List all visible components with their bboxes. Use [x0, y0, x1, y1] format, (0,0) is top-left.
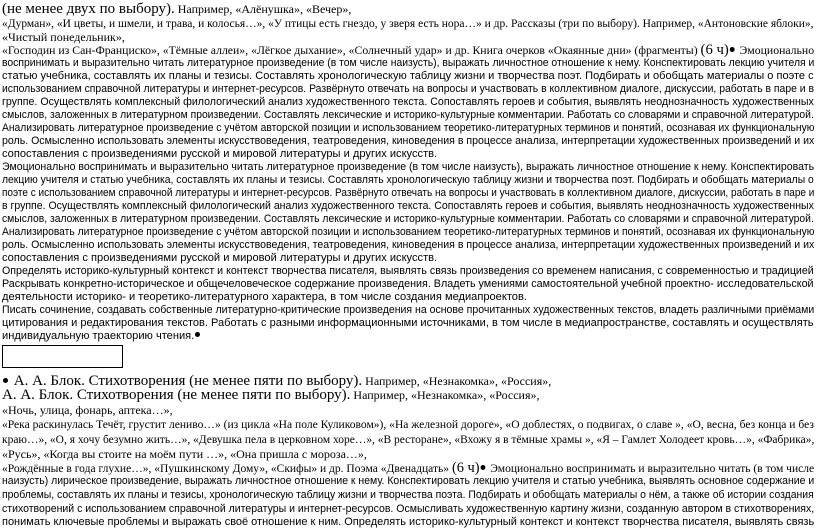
text-run: «Русь», «Когда вы стоите на моём пути …», «Она пришла с мороза…», [2, 447, 367, 461]
text-run: роль. Осмысленно использовать элементы искусствоведения, театроведения, киноведения в процессе анализа, интерпретации художественных произведений и их [2, 239, 815, 251]
text-line [2, 43, 814, 58]
text-run: «Господин из Сан-Франциско», «Тёмные аллеи», «Лёгкое дыхание», «Солнечный удар» и др. Книга очерков «Окаянные дни» (фрагменты) [2, 43, 701, 57]
text-line [2, 122, 814, 134]
text-line [2, 291, 527, 303]
text-run: статью учебника, составлять их планы и тезисы. Составлять хронологическую таблицу жизни и творчества поэт. Подбирать и обобщать материалы о поэте с [2, 70, 814, 82]
text-run: (6 ч) [700, 42, 729, 58]
text-line [2, 57, 814, 69]
text-run: использованием справочной литературы и интернет-ресурсов. Развёрнуто отвечать на вопросы и участвовать в коллективном диалоге, дискуссии, работать в паре и в [2, 83, 814, 95]
text-run: поэте с использованием справочной литературы и интернет-ресурсов. Развёрнуто отвечать на вопросы и участвовать в коллективном диалоге, дискуссии, работать в паре и [2, 187, 815, 199]
text-run: Например, «Незнакомка», «Россия», [362, 374, 552, 388]
text-line [2, 109, 814, 121]
text-run: Эмоционально воспринимать и выразительно читать литературное произведение (в том числе наизусть), выражать личностное отношение к нему. Конспектировать [2, 161, 815, 173]
text-run: смыслов, заложенных в литературном произведении. Составлять лексические и историко-культурные комментарии. Работать со словарями и справочной литературой. [2, 213, 814, 225]
text-line [2, 17, 814, 29]
text-run: наизусть) лирическое произведение, выражать личностное отношение к нему. Конспектировать лекцию учителя и статью учебника, выявлять основное содержание и [2, 475, 815, 487]
text-run: Писать сочинение, создавать собственные литературно-критические произведения на основе прочитанных художественных текстов, владеть различными приёмами [2, 304, 815, 316]
empty-table-cell [2, 345, 123, 368]
text-run: Эмоционально воспринимать и выразительно читать (в том числе [487, 461, 815, 475]
text-run: Анализировать литературное произведение с учётом авторской позиции и использованием теоретико-литературных терминов и понятий, осознавая их функциональную [2, 226, 815, 238]
text-run: (6 ч) [451, 460, 480, 476]
text-run: деятельности историко- и теоретико-литературного характера, в том числе создания медиапроектов. [2, 291, 527, 303]
text-line [2, 174, 814, 186]
text-line [2, 330, 202, 342]
text-run: лекцию учителя и статью учебника, составлять их планы и тезисы. Составлять хронологическую таблицу жизни и творчества поэт. Подбирать и обобщать материалы о [2, 174, 814, 186]
text-run: смыслов, заложенных в литературном произведении. Составлять лексические и историко-культурные комментарии. Работать со словарями и справочной литературой. [2, 109, 814, 121]
text-run: А. А. Блок. Стихотворения (не менее пяти по выбору). [2, 387, 351, 403]
text-line [2, 96, 814, 108]
text-line [2, 226, 814, 238]
text-run: воспринимать и выразительно читать литературное произведение (в том числе наизусть), выражать личностное отношение к нему. Конспектировать лекцию учителя и [2, 57, 815, 69]
text-line [2, 265, 814, 277]
text-line [2, 161, 814, 173]
text-run: цитирования и редактирования текстов. Работать с разными информационными источниками, в том числе в медиапространстве, составлять и осуществлять [2, 317, 814, 329]
text-line [2, 433, 814, 445]
text-line [2, 461, 814, 476]
text-run: понимать ключевые проблемы и выражать своё отношение к ним. Определять историко-культурный контекст и контекст творчества писателя, выявлять связь [2, 516, 815, 528]
text-run: сопоставления с произведениями русской и мировой литературы и других искусств. [2, 252, 438, 264]
text-run: Анализировать литературное произведение с учётом авторской позиции и использованием теоретико-литературных терминов и понятий, осознавая их функциональную [2, 122, 815, 134]
text-run: «Река раскинулась Течёт, грустит лениво…» (из цикла «На поле Куликовом»), «На железной дороге», «О доблестях, о подвигах, о славе », «О, весна, без конца и без [2, 417, 814, 431]
bullet-icon [730, 47, 735, 52]
text-run: А. А. Блок. Стихотворения (не менее пяти по выбору). [10, 373, 363, 389]
text-run: «Рождённые в года глухие…», «Пушкинскому Дому», «Скифы» и др. Поэма «Двенадцать» [2, 461, 452, 475]
text-line [2, 516, 814, 528]
text-run: сопоставления с произведениями русской и мировой литературы и других искусств. [2, 148, 438, 160]
text-line [2, 418, 814, 430]
bullet-icon [3, 378, 8, 383]
text-run: стихотворений с использованием справочной литературы и интернет-ресурсов. Осмысливать художественную картину жизни, созданную автором в стихотворениях, [2, 503, 815, 515]
bullet-icon [481, 465, 486, 470]
text-line [2, 388, 539, 403]
text-line [2, 475, 814, 487]
text-line [2, 213, 814, 225]
text-run: Эмоционально [736, 43, 815, 57]
text-line [2, 239, 814, 251]
text-line [2, 31, 125, 43]
text-run: индивидуальную траекторию чтения. [2, 330, 195, 342]
text-line [2, 200, 814, 212]
text-line [2, 317, 814, 329]
text-run: Раскрывать конкретно-историческое и общечеловеческое содержание произведения. Владеть умениями самостоятельной учебной проектно- исследовательской [2, 278, 814, 290]
text-run: Например, «Незнакомка», «Россия», [350, 388, 540, 402]
text-line [2, 83, 814, 95]
text-line [2, 448, 367, 460]
bullet-icon [195, 332, 200, 337]
text-line [2, 503, 814, 515]
text-run: (не менее двух по выбору). [2, 1, 175, 17]
text-run: проблемы, составлять их планы и тезисы, хронологическую таблицу жизни и творчества поэта. Подбирать и обобщать материалы о нём, а также об истории создания [2, 489, 814, 501]
text-run: роль. Осмысленно использовать элементы искусствоведения, театроведения, киноведения в процессе анализа, интерпретации художественных произведений и их [2, 135, 815, 147]
text-line [2, 304, 814, 316]
text-line [2, 278, 814, 290]
text-run: Определять историко-культурный контекст и контекст творчества писателя, выявлять связь произведения со временем написания, с современностью и традицией [2, 265, 814, 277]
text-line [2, 148, 437, 160]
text-run: в группе. Осуществлять комплексный филологический анализ художественного текста. Сопоставлять героев и события, выявлять неоднозначность художественных [2, 200, 814, 212]
text-line [2, 252, 437, 264]
text-run: краю…», «О, я хочу безумно жить…», «Девушка пела в церковном хоре…», «В ресторане», «Вхожу я в тёмные храмы », «Я – Гамлет Холодеет кровь…», «Фабрика», [2, 432, 815, 446]
text-line [2, 187, 814, 199]
text-line [2, 135, 814, 147]
text-line [2, 404, 173, 416]
text-run: «Чистый понедельник», [2, 30, 125, 44]
text-line [2, 70, 814, 82]
text-line [2, 489, 814, 501]
text-run: «Ночь, улица, фонарь, аптека…», [2, 403, 173, 417]
text-line [2, 2, 351, 17]
text-run: «Дурман», «И цветы, и шмели, и трава, и колосья…», «У птицы есть гнездо, у зверя есть нора…» и др. Рассказы (три по выбору). Например, «Антоновские яблоки», [2, 16, 814, 30]
text-run: Например, «Алёнушка», «Вечер», [174, 2, 352, 16]
text-run: группе. Осуществлять комплексный филологический анализ художественного текста. Сопоставлять героев и события, выявлять неоднозначность художественных [2, 96, 814, 108]
